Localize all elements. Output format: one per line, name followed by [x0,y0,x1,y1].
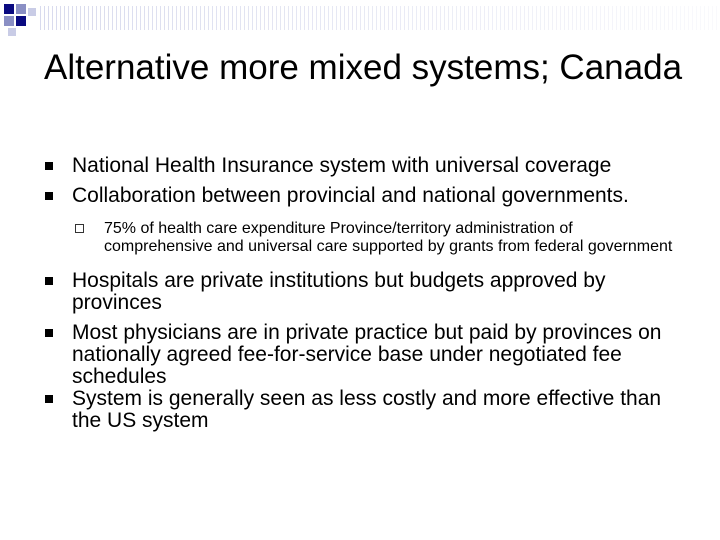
square-bullet-icon [45,395,53,403]
bullet-item [44,155,684,177]
bullet-text: System is generally seen as less costly and more effective than the US system [72,387,662,432]
decorative-square [8,28,16,36]
square-bullet-icon [45,329,53,337]
square-bullet-icon [45,162,53,170]
square-bullet-icon [45,277,53,285]
bullet-item [44,270,684,314]
bullet-list [44,155,684,432]
bullet-text: National Health Insurance system with universal coverage [72,154,612,177]
bullet-item [44,388,684,432]
decorative-top-band-fade [40,6,720,30]
square-bullet-icon [45,192,53,200]
bullet-item [44,322,684,388]
decorative-square [16,4,26,14]
bullet-text: Collaboration between provincial and national governments. [72,184,629,207]
sub-bullet-item [44,220,684,256]
slide-title: Alternative more mixed systems; Canada [44,48,683,87]
decorative-square [4,4,14,14]
decorative-square [16,16,26,26]
decorative-square [4,16,14,26]
decorative-square [28,8,36,16]
hollow-square-bullet-icon [75,224,84,233]
bullet-text: Hospitals are private institutions but budgets approved by provinces [72,269,606,314]
bullet-text: Most physicians are in private practice but paid by provinces on nationally agreed fee-for-service base under negotiated fee schedules [72,321,662,388]
bullet-item [44,185,684,207]
sub-bullet-text: 75% of health care expenditure Province/territory administration of comprehensive and universal care supported by grants from federal government [104,220,673,255]
